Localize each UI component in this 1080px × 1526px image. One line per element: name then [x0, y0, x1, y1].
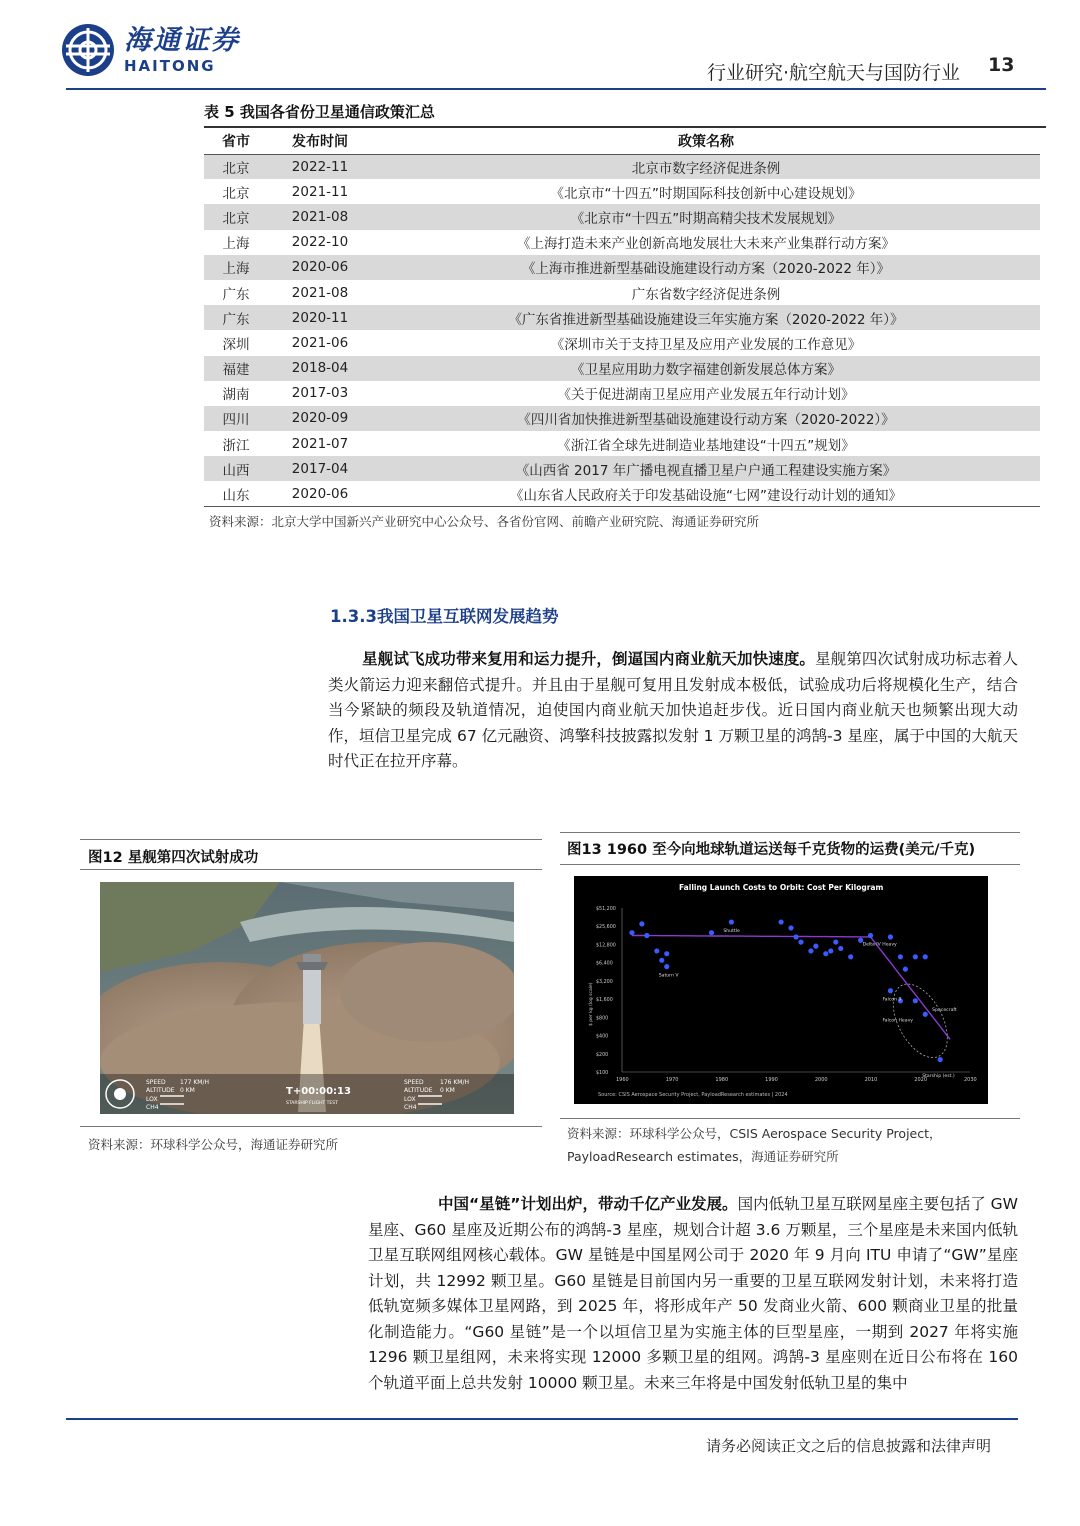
paragraph-starship-lead: 星舰试飞成功带来复用和运力提升，倒逼国内商业航天加快速度。	[362, 650, 816, 668]
cell-policy: 《浙江省全球先进制造业基地建设“十四五”规划》	[557, 437, 855, 454]
cell-policy: 《四川省加快推进新型基础设施建设行动方案（2020-2022）》	[372, 406, 1040, 431]
section-heading: 1.3.3我国卫星互联网发展趋势	[330, 607, 559, 626]
chart-data-point	[798, 939, 803, 944]
table-row	[204, 406, 1040, 431]
overlay-timer-sub: STARSHIP FLIGHT TEST	[286, 1101, 338, 1106]
cell-policy: 广东省数字经济促进条例	[631, 286, 781, 303]
chart-data-point	[923, 1012, 928, 1017]
cell-policy: 《卫星应用助力数字福建创新发展总体方案》	[372, 356, 1040, 381]
table-row	[204, 456, 1040, 481]
cell-date: 2021-08	[268, 204, 372, 229]
chart-y-tick-label: $51,200	[596, 907, 616, 912]
chart-y-tick-label: $400	[596, 1034, 609, 1040]
chart-data-point	[888, 988, 893, 993]
chart-y-tick-label: $25,600	[596, 925, 616, 931]
table-caption: 表 5 我国各省份卫星通信政策汇总	[204, 103, 435, 121]
cell-province: 深圳	[222, 336, 250, 353]
chart-data-point	[833, 939, 838, 944]
figure13-source-line2: PayloadResearch estimates，海通证券研究所	[567, 1149, 839, 1164]
policy-table	[204, 128, 1040, 507]
chart-data-point	[888, 934, 893, 939]
overlay-lox-label: LOX	[146, 1096, 158, 1103]
column-header-date: 发布时间	[268, 128, 372, 154]
chart-y-tick-label: $12,800	[596, 943, 616, 949]
overlay-lox-label-2: LOX	[404, 1096, 416, 1103]
chart-data-point	[838, 946, 843, 951]
table-row	[204, 431, 1040, 456]
overlay-speed-value: 177 KM/H	[180, 1079, 210, 1086]
chart-data-point	[793, 934, 798, 939]
figure13-title: 图13 1960 至今向地球轨道运送每千克货物的运费(美元/千克)	[567, 842, 976, 858]
chart-y-tick-label: $800	[596, 1016, 609, 1022]
cell-policy: 《深圳市关于支持卫星及应用产业发展的工作意见》	[550, 336, 862, 353]
table-row	[204, 280, 1040, 305]
overlay-speed-value-2: 176 KM/H	[440, 1079, 470, 1086]
cell-province: 广东	[222, 286, 250, 303]
cell-policy: 《上海打造未来产业创新高地发展壮大未来产业集群行动方案》	[517, 236, 895, 253]
footer-divider	[66, 1418, 1018, 1420]
chart-data-point	[903, 967, 908, 972]
chart-data-point	[913, 998, 918, 1003]
chart-x-tick-label: 1980	[715, 1077, 729, 1083]
chart-x-tick-label: 2000	[814, 1077, 828, 1083]
chart-data-point	[654, 948, 659, 953]
cell-date: 2021-11	[291, 183, 349, 200]
cell-policy: 《山东省人民政府关于印发基础设施“七网”建设行动计划的通知》	[372, 481, 1040, 506]
table-row	[204, 381, 1040, 406]
figure12-source: 资料来源：环球科学公众号，海通证券研究所	[88, 1137, 339, 1152]
starship-launch-photo	[100, 882, 514, 1114]
chart-data-point	[639, 921, 644, 926]
overlay-timer: T+00:00:13	[286, 1086, 351, 1097]
footer-disclaimer: 请务必阅读正文之后的信息披露和法律声明	[706, 1437, 992, 1455]
haitong-logo-icon	[62, 24, 114, 76]
cell-province: 上海	[204, 255, 268, 280]
cell-province: 上海	[222, 236, 250, 253]
chart-data-point	[629, 930, 634, 935]
paragraph-starship	[328, 647, 1018, 775]
cell-date: 2020-06	[268, 255, 372, 280]
chart-y-tick-label: $3,200	[596, 979, 613, 985]
figure13-source-line1: 资料来源：环球科学公众号，CSIS Aerospace Security Project，	[567, 1126, 942, 1141]
chart-data-point	[778, 919, 783, 924]
cell-policy: 《关于促进湖南卫星应用产业发展五年行动计划》	[557, 387, 855, 404]
cell-province: 山东	[204, 481, 268, 506]
cell-policy: 《上海市推进新型基础设施建设行动方案（2020-2022 年）》	[372, 255, 1040, 280]
paragraph-starship-body: 星舰第四次试射成功标志着人类火箭运力迎来翻倍式提升。并且由于星舰可复用且发射成本极低，试验成功后将规模化生产，结合当今紧缺的频段及轨道情况，迫使国内商业航天加快追赶步伐。近日国内商业航天也频繁出现大动作，垣信卫星完成 67 亿元融资、鸿擎科技披露拟发射 1 万颗卫星的鸿鹄-3 星座，属于中国的大航天时代正在拉开序幕。	[328, 650, 1018, 770]
figure13-title-rule	[560, 864, 1020, 865]
chart-point-label: Shuttle	[723, 929, 740, 935]
overlay-speed-label: SPEED	[146, 1079, 166, 1086]
table-row	[204, 255, 1040, 280]
overlay-speed-label-2: SPEED	[404, 1079, 424, 1086]
chart-point-label: Falcon 9	[882, 997, 902, 1003]
cell-province: 北京	[222, 185, 250, 202]
overlay-ch4-label: CH4	[146, 1104, 159, 1111]
logo-english-name: HAITONG	[124, 56, 216, 75]
cell-date: 2021-08	[291, 284, 349, 301]
cell-date: 2020-06	[268, 481, 372, 506]
cell-date: 2022-11	[268, 154, 372, 179]
launch-cost-chart	[574, 876, 988, 1104]
paragraph-china-starlink-body: 国内低轨卫星互联网星座主要包括了 GW 星座、G60 星座及近期公布的鸿鹄-3 星座，规划合计超 3.6 万颗星，三个星座是未来国内低轨卫星互联网组网核心载体。GW 星链是中国星网公司于 2020 年 9 月向 ITU 申请了“GW”星座计划，共 12992 颗卫星。G60 星链是目前国内另一重要的卫星互联网发射计划，未来将打造低轨宽频多媒体卫星网路，到 2025 年，将形成年产 50 发商业火箭、600 颗商业卫星的批量化制造能力。“G60 星链”是一个以垣信卫星为实施主体的巨型星座，一期到 2027 年将实施 1296 颗卫星组网，未来将实现 12000 多颗卫星的组网。鸿鹄-3 星座则在近日公布将在 160 个轨道平面上总共发射 10000 颗卫星。未来三年将是中国发射低轨卫星的集中	[368, 1195, 1018, 1392]
cell-date: 2022-10	[291, 234, 349, 251]
cell-province: 四川	[204, 406, 268, 431]
logo-chinese-name: 海通证券	[124, 24, 240, 56]
cell-policy: 《广东省推进新型基础设施建设三年实施方案（2020-2022 年）》	[372, 305, 1040, 330]
chart-data-point	[729, 919, 734, 924]
cell-date: 2018-04	[268, 356, 372, 381]
overlay-altitude-value: 0 KM	[180, 1087, 195, 1094]
chart-data-point	[808, 948, 813, 953]
table-row	[204, 154, 1040, 179]
table-row	[204, 179, 1040, 204]
chart-x-tick-label: 1970	[665, 1077, 679, 1083]
overlay-altitude-label-2: ALTITUDE	[404, 1087, 433, 1094]
cell-province: 浙江	[222, 437, 250, 454]
chart-data-point	[913, 954, 918, 959]
chart-data-point	[823, 951, 828, 956]
figure12-title-rule	[80, 869, 542, 870]
cell-policy: 北京市数字经济促进条例	[372, 154, 1040, 179]
chart-data-point	[644, 933, 649, 938]
chart-data-point	[664, 964, 669, 969]
chart-data-point	[868, 933, 873, 938]
chart-y-tick-label: $6,400	[596, 961, 613, 967]
figure12-top-rule	[80, 839, 542, 840]
chart-data-point	[848, 954, 853, 959]
paragraph-china-starlink-lead: 中国“星链”计划出炉，带动千亿产业发展。	[438, 1195, 738, 1213]
chart-data-point	[788, 925, 793, 930]
cell-province: 北京	[204, 154, 268, 179]
cell-province: 北京	[204, 204, 268, 229]
cell-date: 2021-06	[291, 334, 349, 351]
chart-data-point	[828, 948, 833, 953]
chart-source-text: Source: CSIS Aerospace Security Project, PayloadResearch estimates | 2024	[598, 1092, 788, 1098]
page-number: 13	[988, 54, 1015, 76]
chart-y-tick-label: $100	[596, 1071, 609, 1076]
chart-title: Falling Launch Costs to Orbit: Cost Per Kilogram	[679, 883, 884, 892]
cell-date: 2020-09	[268, 406, 372, 431]
chart-data-point	[664, 951, 669, 956]
cell-date: 2017-03	[291, 385, 349, 402]
chart-data-point	[938, 1057, 943, 1062]
table-row	[204, 204, 1040, 229]
chart-point-label: Delta IV Heavy	[862, 942, 897, 948]
chart-x-tick-label: 1990	[765, 1077, 778, 1083]
cell-province: 湖南	[222, 387, 250, 404]
cell-province: 福建	[204, 356, 268, 381]
haitong-logo	[62, 24, 240, 76]
chart-point-label: Saturn V	[658, 973, 679, 979]
overlay-altitude-value-2: 0 KM	[440, 1087, 455, 1094]
chart-trend-curve	[632, 936, 950, 1040]
cell-province: 广东	[204, 305, 268, 330]
chart-data-point	[898, 954, 903, 959]
chart-data-point	[659, 958, 664, 963]
cell-date: 2021-07	[291, 435, 349, 452]
figure12-bottom-rule	[80, 1126, 542, 1127]
cell-policy: 《山西省 2017 年广播电视直播卫星户户通工程建设实施方案》	[372, 456, 1040, 481]
table-row	[204, 305, 1040, 330]
header-title: 行业研究·航空航天与国防行业	[707, 62, 961, 84]
chart-point-label: Starship (est.)	[922, 1074, 955, 1080]
chart-y-tick-label: $200	[596, 1052, 609, 1058]
column-header-policy: 政策名称	[372, 128, 1040, 154]
launch-cost-chart-svg	[574, 876, 988, 1104]
chart-data-point	[813, 944, 818, 949]
chart-data-point	[709, 930, 714, 935]
cell-date: 2017-04	[268, 456, 372, 481]
figure13-bottom-rule	[560, 1118, 1020, 1119]
table-row	[204, 330, 1040, 355]
table-source: 资料来源：北京大学中国新兴产业研究中心公众号、各省份官网、前瞻产业研究院、海通证券研究所	[209, 514, 760, 529]
chart-data-point	[923, 954, 928, 959]
chart-point-label: Falcon Heavy	[882, 1018, 914, 1024]
chart-y-axis-label: $ per kg (log scale)	[589, 982, 594, 1026]
cell-policy: 《北京市“十四五”时期国际科技创新中心建设规划》	[550, 185, 862, 202]
table-row	[204, 481, 1040, 506]
chart-x-tick-label: 2030	[964, 1077, 977, 1083]
column-header-province: 省市	[204, 128, 268, 154]
cell-province: 山西	[204, 456, 268, 481]
chart-x-tick-label: 1960	[616, 1077, 629, 1083]
chart-x-tick-label: 2010	[864, 1077, 878, 1083]
figure13-top-rule	[560, 832, 1020, 833]
chart-point-label: Spacecraft	[932, 1007, 957, 1013]
table-row	[204, 356, 1040, 381]
cell-policy: 《北京市“十四五”时期高精尖技术发展规划》	[372, 204, 1040, 229]
figure12-title: 图12 星舰第四次试射成功	[88, 850, 259, 866]
header-divider	[66, 88, 1046, 90]
cell-date: 2020-11	[268, 305, 372, 330]
overlay-altitude-label: ALTITUDE	[146, 1087, 175, 1094]
chart-x-tick-label: 2020	[914, 1077, 928, 1083]
paragraph-china-starlink	[368, 1192, 1018, 1396]
table-header-row	[204, 128, 1040, 154]
table-row	[204, 230, 1040, 255]
chart-y-tick-label: $1,600	[596, 998, 613, 1004]
overlay-ch4-label-2: CH4	[404, 1104, 417, 1111]
